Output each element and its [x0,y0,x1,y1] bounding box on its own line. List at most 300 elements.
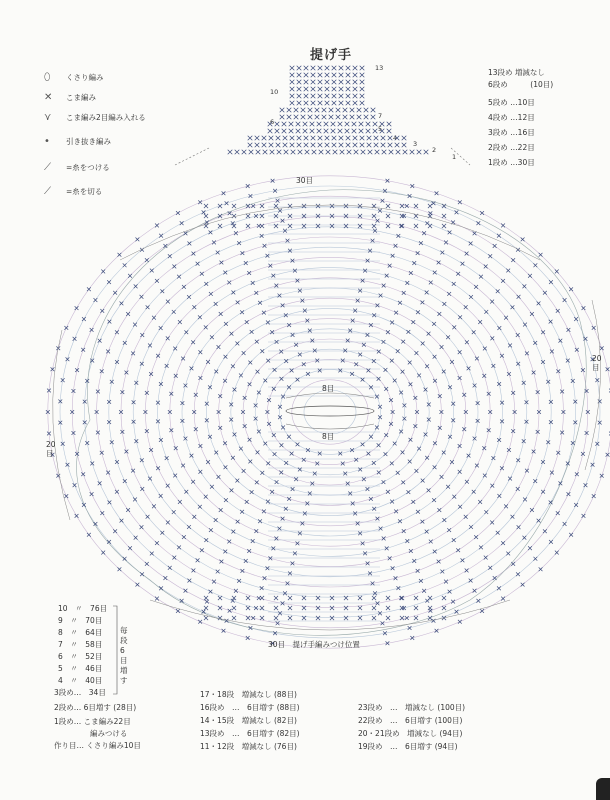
row-label: 5 [378,125,383,133]
stitch-mark [156,466,160,470]
stitch-mark [405,539,409,543]
edge-stitch [428,596,432,600]
stitch-mark [507,372,511,376]
stitch-mark [377,350,381,354]
stitch-mark [402,291,406,295]
stitch-mark [555,551,559,555]
stitch-mark [550,350,554,354]
edge-stitch [274,616,278,620]
stitch-mark [173,347,177,351]
stitch-mark [390,500,394,504]
handle-stitch [332,80,337,85]
edge-stitch [218,224,222,228]
handle-stitch [325,80,330,85]
stitch-mark [64,494,68,498]
stitch-mark [240,569,244,573]
edge-stitch [330,616,334,620]
stitch-mark [452,282,456,286]
stitch-mark [266,321,270,325]
stitch-mark [475,357,479,361]
stitch-mark [408,626,412,630]
stitch-mark [212,580,216,584]
stitch-mark [173,474,177,478]
stitch-mark [501,279,505,283]
stitch-mark [393,442,397,446]
stitch-mark [425,456,429,460]
stitch-mark [260,586,264,590]
stitch-mark [541,490,545,494]
stitch-mark [281,517,285,521]
stitch-mark [543,529,547,533]
stitch-mark [206,460,210,464]
stitch-mark [409,271,413,275]
stitch-mark [386,490,390,494]
stitch-mark [382,340,386,344]
edge-stitch [330,224,334,228]
stitch-mark [306,372,310,376]
stitch-mark [450,360,454,364]
stitch-mark [511,258,515,262]
stitch-mark [187,295,191,299]
handle-stitch [346,101,351,106]
handle-stitch [297,66,302,71]
edge-stitch [442,224,446,228]
stitch-mark [262,311,266,315]
round-row: 7 〃 58目 [58,640,103,649]
stitch-mark [541,360,545,364]
stitch-mark [231,364,235,368]
stitch-mark [600,346,604,350]
edge-stitch [344,204,348,208]
stitch-mark [433,355,437,359]
stitch-mark [214,302,218,306]
stitch-mark [372,359,376,363]
handle-stitch [339,136,344,141]
handle-stitch [329,108,334,113]
stitch-mark [135,583,139,587]
stitch-mark [450,460,454,464]
edge-stitch [274,596,278,600]
stitch-mark [437,261,441,265]
handle-stitch [333,150,338,155]
stitch-mark [563,298,567,302]
handle-stitch [346,136,351,141]
edge-stitch [232,616,236,620]
stitch-mark [467,454,471,458]
stitch-mark [263,244,267,248]
stitch-mark [184,330,188,334]
row-label: 1 [452,153,457,161]
handle-stitch [287,108,292,113]
stitch-mark [420,520,424,524]
stitch-mark [223,271,227,275]
stitch-mark [437,560,441,564]
handle-stitch [353,87,358,92]
stitch-mark [446,335,450,339]
stitch-mark [255,480,259,484]
handle-stitch [367,143,372,148]
stitch-mark [455,210,459,214]
handle-stitch [318,73,323,78]
stitch-mark [433,550,437,554]
handle-stitch [374,143,379,148]
stitch-mark [133,323,137,327]
stitch-mark [569,287,573,291]
stitch-mark [497,326,501,330]
handle-stitch [350,108,355,113]
stitch-mark [140,572,144,576]
stitch-mark [475,464,479,468]
stitch-mark [379,294,383,298]
handle-stitch [317,122,322,127]
stitch-mark [563,522,567,526]
stitch-mark [160,289,164,293]
handle-stitch [304,87,309,92]
stitch-mark [302,458,306,462]
stitch-mark [521,583,525,587]
stitch-mark [550,471,554,475]
stitch-mark [473,437,477,441]
legend-label: =糸を切る [66,187,103,196]
count-row: 4段め …12目 [488,113,535,122]
handle-stitch [353,101,358,106]
stitch-mark [172,556,176,560]
stitch-mark [236,300,240,304]
stitch-mark [280,443,284,447]
stitch-mark [472,490,476,494]
stitch-mark [209,528,213,532]
stitch-mark [390,321,394,325]
stitch-mark [150,269,154,273]
stitch-mark [244,261,248,265]
stitch-mark [251,204,255,208]
stitch-mark [182,285,186,289]
handle-stitch [336,115,341,120]
stitch-mark [187,579,191,583]
stitch-mark [398,519,402,523]
stitch-mark [134,284,138,288]
stitch-mark [155,541,159,545]
stitch-mark [523,323,527,327]
stitch-mark [205,600,209,604]
stitch-mark [584,483,588,487]
stitch-mark [491,364,495,368]
stitch-mark [275,480,279,484]
handle-stitch [275,129,280,134]
handle-stitch [318,80,323,85]
stitch-mark [521,237,525,241]
legend-label: こま編み [66,93,96,102]
stitch-mark [474,535,478,539]
stitch-mark [533,557,537,561]
handle-stitch [268,129,273,134]
stitch-mark [248,438,252,442]
stitch-mark [174,446,178,450]
increase-bracket [113,606,117,694]
round-ring [231,329,429,495]
handle-stitch [343,115,348,120]
stitch-mark [516,333,520,337]
stitch-mark [448,231,452,235]
handle-stitch [322,108,327,113]
stitch-mark [384,452,388,456]
handle-stitch [357,108,362,113]
round-row: 11・12段 増減なし (76目) [200,742,297,751]
stitch-mark [523,498,527,502]
handle-stitch [346,87,351,92]
stitch-mark [98,339,102,343]
stitch-mark [417,447,421,451]
stitch-mark [90,328,94,332]
top-stitch-label: 30目 [296,176,314,185]
stitch-mark [569,533,573,537]
stitch-mark [281,395,285,399]
stitch-mark [237,579,241,583]
handle-stitch [289,129,294,134]
stitch-mark [113,529,117,533]
handle-stitch [310,129,315,134]
stitch-mark [567,328,571,332]
round-row: 17・18段 増減なし (88目) [200,690,297,699]
stitch-mark [427,488,431,492]
stitch-mark [493,576,497,580]
stitch-mark [140,458,144,462]
handle-stitch [304,80,309,85]
stitch-mark [440,475,444,479]
round-ring [60,186,600,638]
round-ring [133,247,527,577]
legend-label: 引き抜き編み [66,137,111,146]
stitch-mark [287,435,291,439]
stitch-mark [354,362,358,366]
stitch-mark [284,461,288,465]
stitch-mark [236,520,240,524]
edge-stitch [414,224,418,228]
handle-stitch [291,150,296,155]
stitch-mark [180,221,184,225]
page-title: 提げ手 [310,48,353,63]
stitch-mark [490,300,494,304]
handle-stitch [339,66,344,71]
edge-stitch [428,606,432,610]
handle-stitch [280,115,285,120]
handle-stitch [282,129,287,134]
stitch-mark [483,474,487,478]
handle-stitch [346,73,351,78]
stitch-mark [254,214,258,218]
stitch-mark [106,471,110,475]
stitch-mark [231,291,235,295]
stitch-mark [176,609,180,613]
handle-stitch [277,150,282,155]
stitch-mark [394,311,398,315]
stitch-mark [409,382,413,386]
handle-stitch [364,115,369,120]
stitch-mark [516,572,520,576]
outer-boundary [77,190,587,636]
handle-stitch [346,66,351,71]
stitch-mark [406,490,410,494]
edge-stitch [344,616,348,620]
stitch-mark [90,492,94,496]
handle-stitch [311,101,316,106]
stitch-mark [415,469,419,473]
stitch-mark [525,469,529,473]
stitch-mark [220,560,224,564]
stitch-mark [382,284,386,288]
stitch-mark [424,433,428,437]
stitch-mark [196,262,200,266]
stitch-mark [408,361,412,365]
handle-stitch [402,143,407,148]
stitch-mark [447,292,451,296]
handle-stitch [255,143,260,148]
handle-stitch [290,87,295,92]
stitch-mark [247,271,251,275]
stitch-mark [278,527,282,531]
stitch-mark [517,525,521,529]
increase-icon: ⋎ [44,112,52,123]
stitch-mark [155,597,159,601]
stitch-mark [421,342,425,346]
stitch-mark [390,461,394,465]
stitch-mark [248,361,252,365]
stitch-mark [500,354,504,358]
stitch-mark [411,500,415,504]
stitch-mark [442,518,446,522]
stitch-mark [375,395,379,399]
single-crochet-icon: ✕ [44,92,53,103]
handle-stitch [346,94,351,99]
edge-stitch [260,204,264,208]
stitch-mark [476,599,480,603]
edge-stitch [316,596,320,600]
stitch-mark [268,264,272,268]
stitch-mark [227,281,231,285]
stitch-mark [405,281,409,285]
stitch-mark [178,320,182,324]
edge-stitch [260,596,264,600]
stitch-mark [437,508,441,512]
stitch-mark [217,345,221,349]
stitch-mark [284,507,288,511]
handle-stitch [325,73,330,78]
handle-stitch [326,150,331,155]
handle-stitch [417,150,422,155]
handle-stitch [339,143,344,148]
handle-stitch [424,150,429,155]
handle-stitch [336,108,341,113]
stitch-mark [108,501,112,505]
stitch-mark [113,291,117,295]
handle-stitch [352,122,357,127]
handle-stitch [367,136,372,141]
stitch-mark [149,448,153,452]
stitch-mark [124,450,128,454]
handle-stitch [305,150,310,155]
round-row: 16段め … 6目増す (88目) [200,703,300,712]
stitch-mark [448,385,452,389]
stitch-mark [290,452,294,456]
handle-stitch [289,122,294,127]
stitch-mark [64,326,68,330]
stitch-mark [199,444,203,448]
edge-stitch [386,224,390,228]
stitch-mark [223,441,227,445]
stitch-mark [408,460,412,464]
handle-stitch [368,150,373,155]
handle-stitch [282,122,287,127]
handle-stitch [339,87,344,92]
stitch-mark [396,586,400,590]
stitch-mark [235,342,239,346]
handle-stitch [297,143,302,148]
stitch-mark [214,518,218,522]
round-ring [84,206,575,617]
stitch-mark [528,274,532,278]
handle-stitch [280,108,285,113]
stitch-mark [198,505,202,509]
stitch-mark [227,540,231,544]
handle-stitch [304,73,309,78]
edge-stitch [428,224,432,228]
handle-stitch [343,108,348,113]
handle-stitch [360,94,365,99]
stitch-mark [480,211,484,215]
count-row: 13段め 増減なし [488,68,545,77]
handle-stitch [324,129,329,134]
stitch-mark [539,567,543,571]
handle-stitch [387,129,392,134]
stitch-mark [458,620,462,624]
stitch-mark [123,263,127,267]
stitch-mark [483,347,487,351]
edge-stitch [288,606,292,610]
stitch-mark [209,590,213,594]
round-ring [182,288,478,536]
handle-stitch [297,101,302,106]
stitch-mark [555,270,559,274]
handle-stitch [296,122,301,127]
stitch-mark [393,379,397,383]
stitch-mark [160,531,164,535]
row-label: 7 [378,112,383,120]
stitch-mark [159,234,163,238]
handle-stitch [311,66,316,71]
stitch-mark [421,479,425,483]
stitch-mark [115,490,119,494]
stitch-mark [376,303,380,307]
handle-stitch [248,136,253,141]
stitch-mark [427,332,431,336]
handle-stitch [331,129,336,134]
handle-stitch [310,122,315,127]
stitch-mark [458,470,462,474]
stitch-mark [82,317,86,321]
stitch-mark [501,224,505,228]
handle-stitch [396,150,401,155]
stitch-mark [243,424,247,428]
stitch-mark [420,300,424,304]
handle-stitch [352,129,357,134]
stitch-mark [240,310,244,314]
handle-stitch [332,101,337,106]
handle-stitch [269,143,274,148]
stitch-mark [118,253,122,257]
stitch-mark [440,251,444,255]
handle-stitch [403,150,408,155]
stitch-mark [385,546,389,550]
